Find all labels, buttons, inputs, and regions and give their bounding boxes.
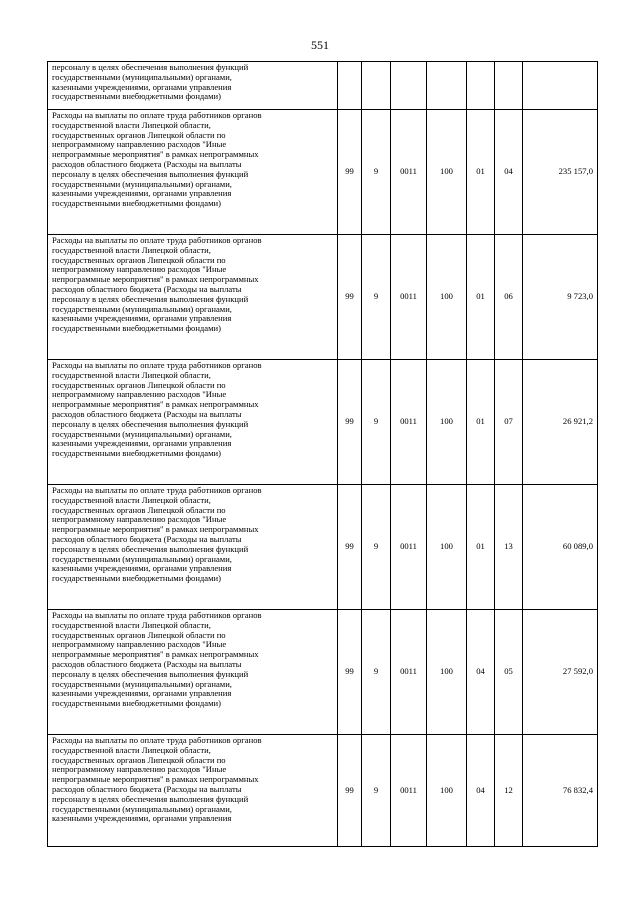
amount-cell (523, 62, 598, 110)
description-line: непрограммные мероприятия" в рамках непрограммных (52, 524, 259, 535)
description-line: государственной власти Липецкой области, (52, 619, 211, 630)
subsection-cell: 13 (495, 485, 523, 610)
subsection-cell (495, 62, 523, 110)
description-cell (48, 62, 338, 110)
subsection-cell: 12 (495, 735, 523, 847)
expense-type-cell: 100 (427, 360, 467, 485)
table-row (48, 62, 598, 110)
direction-code-cell: 0011 (391, 360, 427, 485)
expense-type-cell: 100 (427, 610, 467, 735)
description-line: расходов областного бюджета (Расходы на выплаты (52, 783, 242, 794)
description-line: непрограммные мероприятия" в рамках непрограммных (52, 274, 259, 285)
description-line: государственными внебюджетными фондами) (52, 698, 222, 709)
description-line: персоналу в целях обеспечения выполнения функций (52, 62, 249, 72)
program-code-cell: 99 (338, 110, 362, 235)
description-line: казенными учреждениями, органами управления (52, 313, 232, 324)
description-line: расходов областного бюджета (Расходы на выплаты (52, 283, 242, 294)
section-cell: 01 (467, 485, 495, 610)
program-code-cell: 99 (338, 235, 362, 360)
description-line: государственными внебюджетными фондами) (52, 323, 222, 334)
description-line: государственных органов Липецкой области по (52, 504, 226, 515)
subprogram-code-cell (362, 62, 391, 110)
section-cell: 01 (467, 235, 495, 360)
page-number: 551 (311, 38, 329, 52)
subprogram-code-cell: 9 (362, 235, 391, 360)
description-line: непрограммному направлению расходов "Иные (52, 389, 227, 400)
description-line: расходов областного бюджета (Расходы на выплаты (52, 533, 242, 544)
description-line: персоналу в целях обеспечения выполнения функций (52, 668, 249, 679)
description-line: казенными учреждениями, органами управления (52, 188, 232, 199)
expense-type-cell: 100 (427, 110, 467, 235)
direction-code-cell (391, 62, 427, 110)
description-line: государственными внебюджетными фондами) (52, 91, 222, 102)
expense-type-cell: 100 (427, 235, 467, 360)
description-line: государственными внебюджетными фондами) (52, 573, 222, 584)
description-line: непрограммные мероприятия" в рамках непрограммных (52, 774, 259, 785)
subprogram-code-cell: 9 (362, 735, 391, 847)
description-line: государственными (муниципальными) органами, (52, 803, 232, 814)
amount-cell: 60 089,0 (523, 485, 598, 610)
section-cell (467, 62, 495, 110)
table-row (48, 360, 598, 485)
description-line: персоналу в целях обеспечения выполнения функций (52, 168, 249, 179)
description-line: казенными учреждениями, органами управления (52, 563, 232, 574)
description-cell (48, 360, 338, 485)
direction-code-cell: 0011 (391, 110, 427, 235)
amount-cell: 26 921,2 (523, 360, 598, 485)
expense-type-cell: 100 (427, 485, 467, 610)
description-line: непрограммному направлению расходов "Иные (52, 639, 227, 650)
program-code-cell: 99 (338, 485, 362, 610)
description-line: Расходы на выплаты по оплате труда работников органов (52, 235, 262, 245)
subsection-cell: 05 (495, 610, 523, 735)
description-line: государственной власти Липецкой области, (52, 119, 211, 130)
description-line: непрограммные мероприятия" в рамках непрограммных (52, 149, 259, 160)
description-line: государственными (муниципальными) органами, (52, 678, 232, 689)
budget-table (47, 61, 598, 847)
description-line: государственными (муниципальными) органами, (52, 303, 232, 314)
description-line: государственной власти Липецкой области, (52, 744, 211, 755)
subprogram-code-cell: 9 (362, 360, 391, 485)
description-line: персоналу в целях обеспечения выполнения функций (52, 793, 249, 804)
amount-cell: 9 723,0 (523, 235, 598, 360)
direction-code-cell: 0011 (391, 735, 427, 847)
direction-code-cell: 0011 (391, 235, 427, 360)
subsection-cell: 06 (495, 235, 523, 360)
description-line: государственных органов Липецкой области по (52, 254, 226, 265)
description-line: государственных органов Липецкой области по (52, 629, 226, 640)
section-cell: 04 (467, 735, 495, 847)
description-line: расходов областного бюджета (Расходы на выплаты (52, 158, 242, 169)
description-line: непрограммному направлению расходов "Иные (52, 764, 227, 775)
description-line: казенными учреждениями, органами управления (52, 688, 232, 699)
description-line: непрограммные мероприятия" в рамках непрограммных (52, 399, 259, 410)
description-line: государственной власти Липецкой области, (52, 369, 211, 380)
table-row (48, 485, 598, 610)
description-line: государственными (муниципальными) органами, (52, 178, 232, 189)
description-cell (48, 235, 338, 360)
description-line: непрограммному направлению расходов "Иные (52, 139, 227, 150)
description-line: Расходы на выплаты по оплате труда работников органов (52, 485, 262, 495)
description-cell (48, 110, 338, 235)
program-code-cell (338, 62, 362, 110)
section-cell: 01 (467, 360, 495, 485)
description-line: Расходы на выплаты по оплате труда работников органов (52, 360, 262, 370)
section-cell: 04 (467, 610, 495, 735)
description-cell (48, 485, 338, 610)
description-line: государственной власти Липецкой области, (52, 244, 211, 255)
amount-cell: 27 592,0 (523, 610, 598, 735)
expense-type-cell: 100 (427, 735, 467, 847)
section-cell: 01 (467, 110, 495, 235)
description-line: казенными учреждениями, органами управления (52, 81, 232, 92)
description-line: персоналу в целях обеспечения выполнения функций (52, 293, 249, 304)
direction-code-cell: 0011 (391, 485, 427, 610)
subprogram-code-cell: 9 (362, 485, 391, 610)
description-line: государственными (муниципальными) органами, (52, 71, 232, 82)
amount-cell: 76 832,4 (523, 735, 598, 847)
subsection-cell: 07 (495, 360, 523, 485)
description-line: государственных органов Липецкой области по (52, 754, 226, 765)
description-cell (48, 610, 338, 735)
description-line: непрограммные мероприятия" в рамках непрограммных (52, 649, 259, 660)
subprogram-code-cell: 9 (362, 110, 391, 235)
description-line: расходов областного бюджета (Расходы на выплаты (52, 658, 242, 669)
description-line: непрограммному направлению расходов "Иные (52, 264, 227, 275)
description-line: государственными внебюджетными фондами) (52, 448, 222, 459)
amount-cell: 235 157,0 (523, 110, 598, 235)
table-row (48, 110, 598, 235)
description-line: государственными (муниципальными) органами, (52, 428, 232, 439)
description-line: государственными внебюджетными фондами) (52, 198, 222, 209)
description-line: персоналу в целях обеспечения выполнения функций (52, 543, 249, 554)
description-line: Расходы на выплаты по оплате труда работников органов (52, 735, 262, 745)
program-code-cell: 99 (338, 360, 362, 485)
description-line: государственных органов Липецкой области по (52, 129, 226, 140)
table-row (48, 235, 598, 360)
description-line: казенными учреждениями, органами управления (52, 813, 232, 824)
subprogram-code-cell: 9 (362, 610, 391, 735)
description-line: Расходы на выплаты по оплате труда работников органов (52, 610, 262, 620)
description-line: непрограммному направлению расходов "Иные (52, 514, 227, 525)
description-line: государственных органов Липецкой области по (52, 379, 226, 390)
description-line: казенными учреждениями, органами управления (52, 438, 232, 449)
subsection-cell: 04 (495, 110, 523, 235)
program-code-cell: 99 (338, 610, 362, 735)
direction-code-cell: 0011 (391, 610, 427, 735)
description-line: персоналу в целях обеспечения выполнения функций (52, 418, 249, 429)
description-cell (48, 735, 338, 847)
budget-table-body (48, 62, 598, 847)
description-line: расходов областного бюджета (Расходы на выплаты (52, 408, 242, 419)
table-row (48, 735, 598, 847)
description-line: государственной власти Липецкой области, (52, 494, 211, 505)
description-line: государственными (муниципальными) органами, (52, 553, 232, 564)
description-line: Расходы на выплаты по оплате труда работников органов (52, 110, 262, 120)
expense-type-cell (427, 62, 467, 110)
program-code-cell: 99 (338, 735, 362, 847)
table-row (48, 610, 598, 735)
